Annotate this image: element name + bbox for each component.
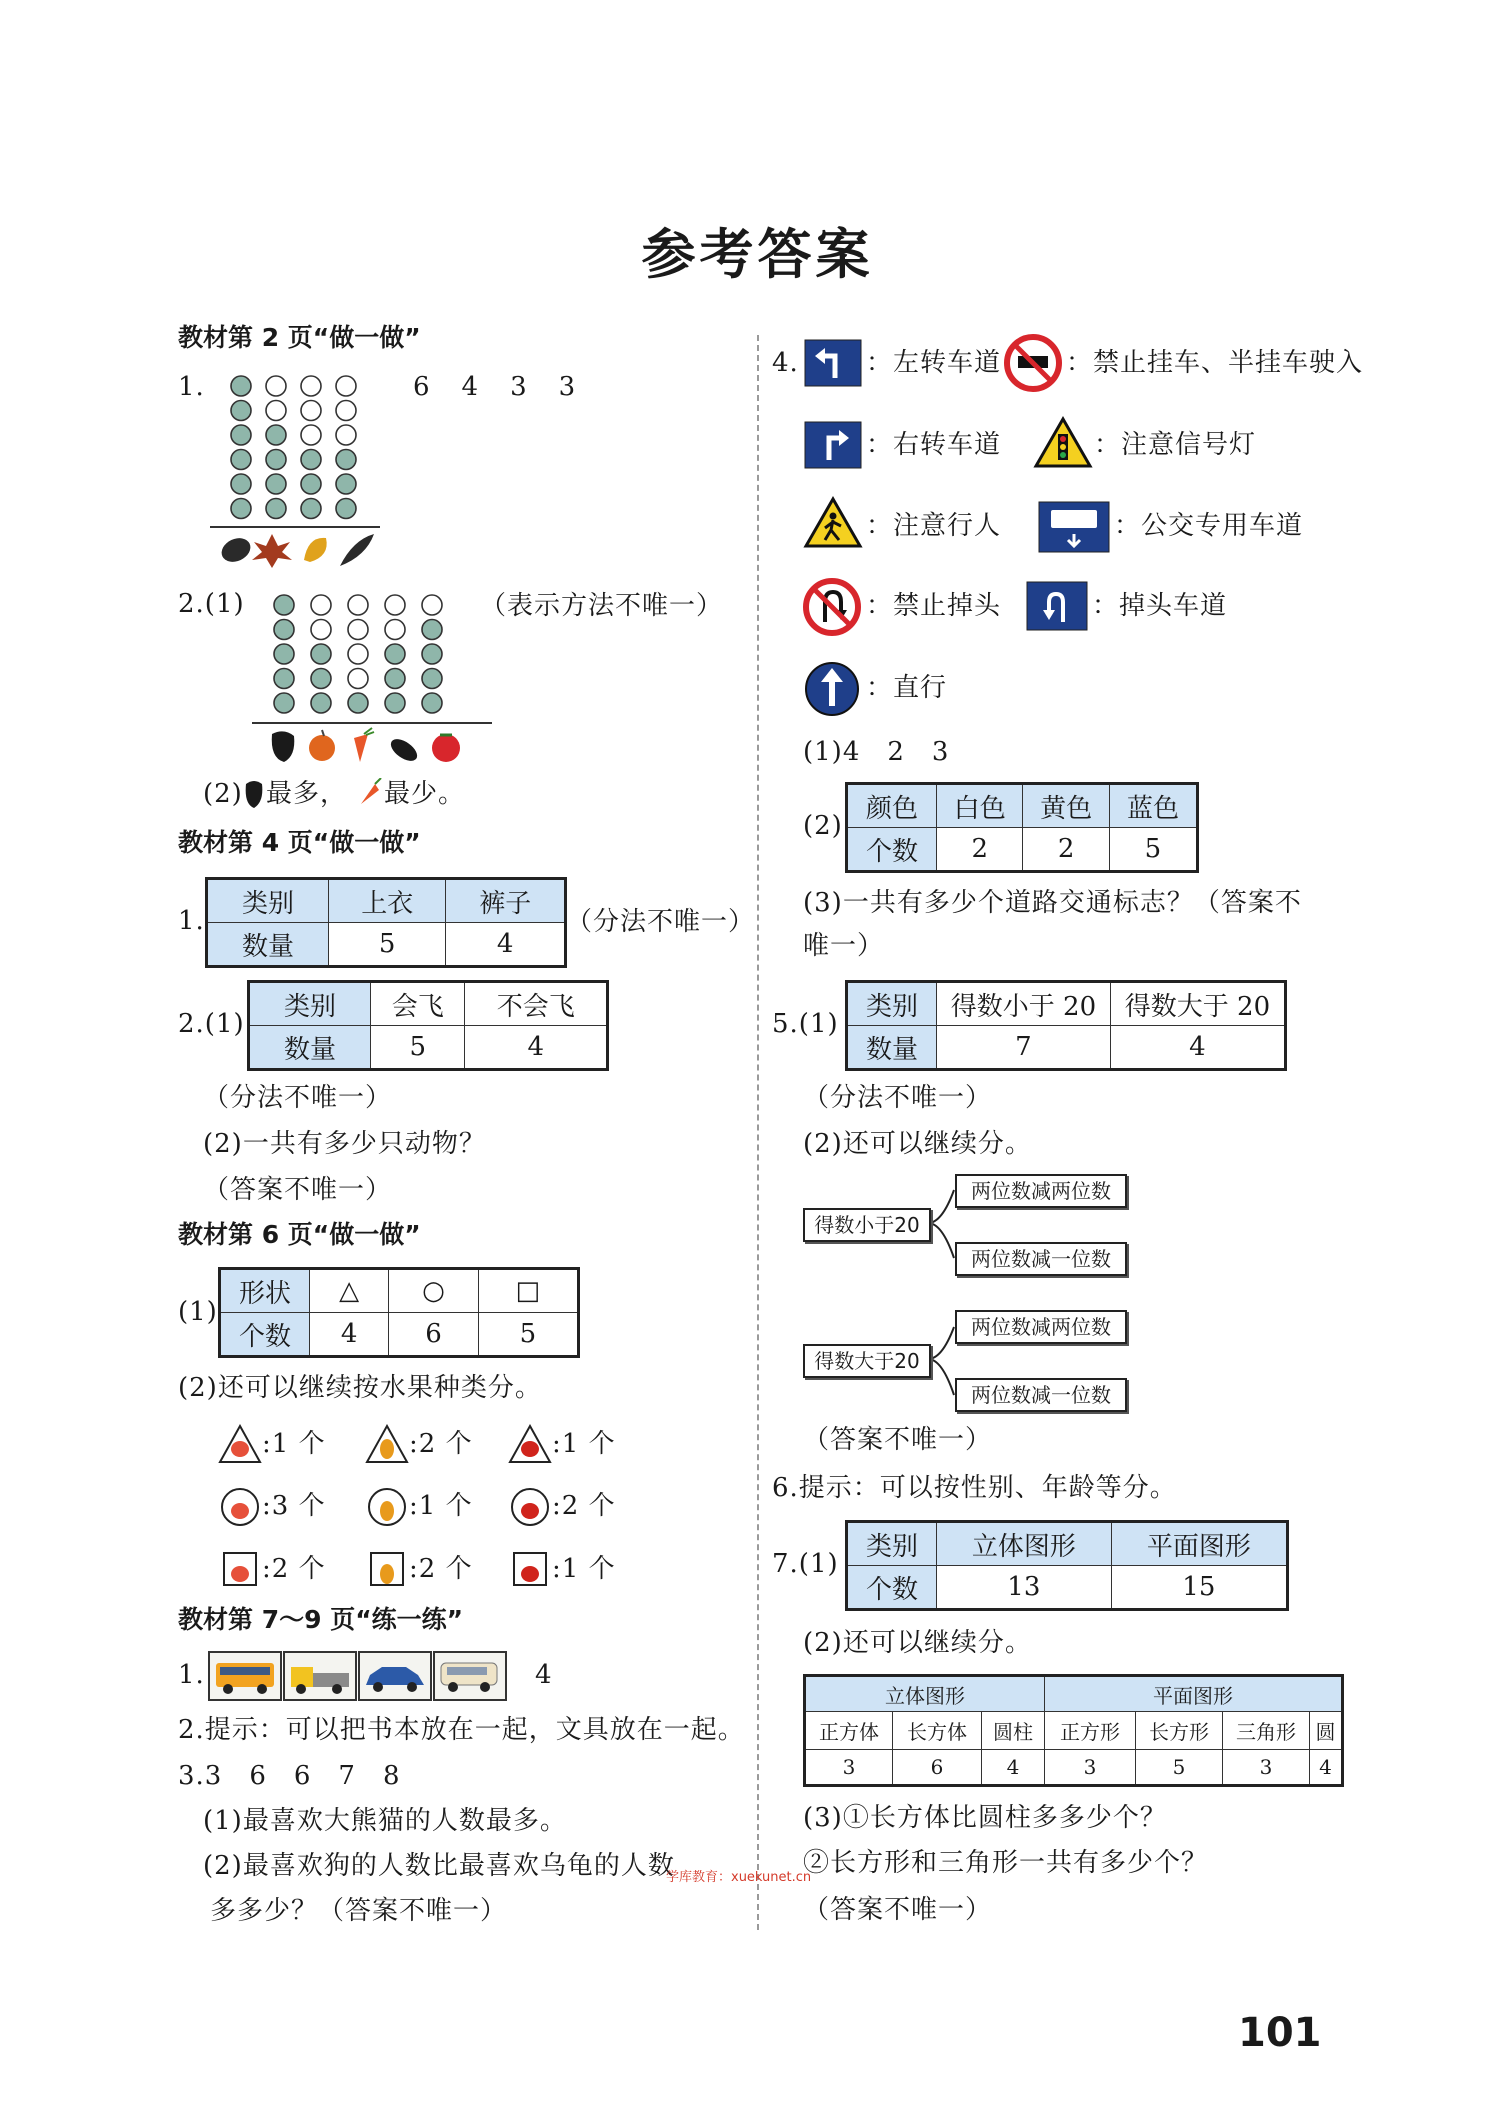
table-results — [845, 980, 1287, 1071]
q2-2-label: (2) — [203, 779, 243, 809]
truck-icon — [283, 1651, 357, 1701]
leaf-dark-icon — [218, 534, 254, 567]
s4-q3-1: (1)最喜欢大熊猫的人数最多。 — [203, 1806, 567, 1836]
q7-2: (2)还可以继续分。 — [803, 1628, 1032, 1658]
willow-leaf-icon — [340, 534, 374, 566]
fruit-count: :2 个 — [409, 1429, 473, 1459]
table-cell: 4 — [1310, 1750, 1343, 1786]
q1-counts: 6 4 3 3 — [413, 372, 579, 402]
filled-circle — [301, 474, 321, 494]
fruit-count: :1 个 — [262, 1429, 326, 1459]
filled-circle — [336, 474, 356, 494]
s2-q2-2: (2)一共有多少只动物？ — [203, 1129, 486, 1159]
triangle-icon — [508, 1424, 552, 1464]
filled-circle — [311, 669, 331, 689]
empty-circle — [336, 401, 356, 421]
filled-circle — [266, 499, 286, 519]
table-cell: 15 — [1111, 1566, 1287, 1610]
q4-1: (1)4 2 3 — [803, 737, 950, 767]
q4-3a: (3)一共有多少个道路交通标志？（答案不 — [803, 888, 1302, 918]
section-heading-p2: 教材第 2 页“做一做” — [178, 323, 421, 352]
page-title: 参考答案 — [641, 223, 874, 286]
empty-circle — [348, 620, 368, 640]
table-cell: 类别 — [249, 982, 371, 1026]
table-cell: ○ — [389, 1269, 478, 1313]
table-cell: 立体图形 — [805, 1676, 1045, 1712]
table-cell: 5 — [1109, 828, 1197, 872]
circle-icon — [365, 1486, 409, 1526]
tree-root: 得数小于20 — [803, 1208, 931, 1242]
filled-circle — [266, 450, 286, 470]
table-cell: 个数 — [220, 1313, 310, 1357]
table-cell: 会飞 — [371, 982, 465, 1026]
watermark: 学库教育：xuekunet.cn — [666, 1870, 812, 1885]
table-cell: 2 — [937, 828, 1023, 872]
go-straight-sign-icon — [803, 660, 861, 718]
empty-circle — [348, 669, 368, 689]
pedestrian-warning-sign-icon — [803, 496, 863, 550]
filled-circle — [274, 669, 294, 689]
filled-circle — [422, 693, 442, 713]
table-cell: 平面图形 — [1111, 1522, 1287, 1566]
table-animals — [247, 980, 609, 1071]
graph-baseline — [210, 526, 380, 528]
no-trailer-sign-icon — [1004, 334, 1062, 392]
onion-icon — [309, 730, 335, 761]
filled-circle — [231, 474, 251, 494]
table-cell: 6 — [893, 1750, 982, 1786]
circle-icon — [508, 1486, 552, 1526]
filled-circle — [231, 376, 251, 396]
no-u-turn-sign-icon — [803, 578, 861, 636]
table-cell: 3 — [1223, 1750, 1310, 1786]
s3-q2: (2)还可以继续按水果种类分。 — [178, 1373, 542, 1403]
q2-label: 2.(1) — [178, 589, 245, 619]
carrot-icon — [357, 778, 383, 810]
empty-circle — [301, 376, 321, 396]
table-cell: 个数 — [847, 1566, 937, 1610]
filled-circle — [274, 620, 294, 640]
table-cell: 5 — [478, 1313, 578, 1357]
q6: 6.提示：可以按性别、年龄等分。 — [772, 1473, 1177, 1503]
eggplant-icon — [387, 735, 421, 765]
empty-circle — [301, 401, 321, 421]
sign-label: ：注意信号灯 — [1094, 430, 1257, 460]
s3-q1-label: (1) — [178, 1297, 218, 1327]
table-cell: 数量 — [207, 923, 329, 967]
table-cell: 6 — [389, 1313, 478, 1357]
tree-root: 得数大于20 — [803, 1344, 931, 1378]
square-icon — [218, 1549, 262, 1589]
table-cell: 4 — [465, 1026, 608, 1070]
table-cell: 三角形 — [1223, 1712, 1310, 1750]
filled-circle — [385, 644, 405, 664]
filled-circle — [385, 693, 405, 713]
car-icon — [358, 1651, 432, 1701]
table-cell: 得数小于 20 — [937, 982, 1111, 1026]
table-cell: 圆柱 — [982, 1712, 1045, 1750]
s2-q2-label: 2.(1) — [178, 1009, 245, 1039]
sign-label: ：公交专用车道 — [1114, 511, 1304, 541]
circle-grid — [225, 373, 375, 530]
table-cell: 颜色 — [847, 784, 937, 828]
empty-circle — [385, 595, 405, 615]
peach-icon — [231, 1566, 249, 1582]
empty-circle — [266, 376, 286, 396]
tree-branch: 两位数减两位数 — [955, 1310, 1127, 1344]
apple-icon — [521, 1441, 539, 1457]
sign-label: ：右转车道 — [866, 430, 1002, 460]
table-cell: 4 — [982, 1750, 1045, 1786]
table-cell: 圆 — [1310, 1712, 1343, 1750]
graph-baseline-2 — [252, 722, 492, 724]
sign-label: ：左转车道 — [866, 348, 1002, 378]
q5-note2: （答案不唯一） — [803, 1425, 993, 1455]
sign-label: ：注意行人 — [866, 511, 1002, 541]
q2-2-least: 最少。 — [384, 779, 466, 809]
tree-branch: 两位数减一位数 — [955, 1378, 1127, 1412]
tree-branch: 两位数减两位数 — [955, 1174, 1127, 1208]
table-cell: 类别 — [847, 1522, 937, 1566]
s4-q1-label: 1. — [178, 1660, 205, 1690]
table-cell: 3 — [805, 1750, 893, 1786]
pepper-icon — [242, 778, 264, 810]
empty-circle — [336, 376, 356, 396]
filled-circle — [385, 669, 405, 689]
circle-grid — [268, 592, 463, 725]
s4-q1-answer: 4 — [535, 1660, 553, 1690]
table-cell: 4 — [310, 1313, 389, 1357]
pepper-icon — [272, 731, 295, 762]
filled-circle — [422, 669, 442, 689]
filled-circle — [231, 401, 251, 421]
filled-circle — [231, 425, 251, 445]
filled-circle — [301, 450, 321, 470]
q4-label: 4. — [772, 348, 799, 378]
van-icon — [433, 1651, 507, 1701]
q7-3a: (3)①长方体比圆柱多多少个？ — [803, 1803, 1167, 1833]
table-cell: 正方体 — [805, 1712, 893, 1750]
fruit-count: :2 个 — [262, 1554, 326, 1584]
sign-label: ：禁止挂车、半挂车驶入 — [1066, 348, 1364, 378]
q4-2-label: (2) — [803, 811, 843, 841]
filled-circle — [274, 595, 294, 615]
empty-circle — [311, 620, 331, 640]
q2-note: （表示方法不唯一） — [480, 591, 724, 621]
table-cell: 黄色 — [1023, 784, 1109, 828]
filled-circle — [266, 425, 286, 445]
q5-label: 5.(1) — [772, 1009, 839, 1039]
table-sign-colors — [845, 782, 1199, 873]
empty-circle — [422, 595, 442, 615]
fruit-count: :1 个 — [552, 1554, 616, 1584]
table-cell: △ — [310, 1269, 389, 1313]
table-cell: 立体图形 — [937, 1522, 1112, 1566]
table-cell: 13 — [937, 1566, 1112, 1610]
empty-circle — [311, 595, 331, 615]
fruit-count: :1 个 — [409, 1491, 473, 1521]
s4-q3: 3.3 6 6 7 8 — [178, 1761, 401, 1791]
fruit-count: :1 个 — [552, 1429, 616, 1459]
leaf-icons-row — [218, 530, 378, 570]
s2-note1: （分法不唯一） — [203, 1083, 393, 1113]
table-cell: 类别 — [847, 982, 937, 1026]
fruit-count: :2 个 — [552, 1491, 616, 1521]
sign-label: ：禁止掉头 — [866, 591, 1002, 621]
s2-q1-label: 1. — [178, 906, 205, 936]
filled-circle — [348, 693, 368, 713]
table-figure-detail — [803, 1674, 1344, 1787]
square-icon — [508, 1549, 552, 1589]
table-cell: 7 — [937, 1026, 1111, 1070]
triangle-icon — [218, 1424, 262, 1464]
tomato-icon — [432, 734, 460, 762]
filled-circle — [274, 693, 294, 713]
filled-circle — [266, 474, 286, 494]
q5-2: (2)还可以继续分。 — [803, 1129, 1032, 1159]
table-cell: 得数大于 20 — [1110, 982, 1285, 1026]
filled-circle — [301, 499, 321, 519]
table-cell: 5 — [371, 1026, 465, 1070]
s4-q3-2a: (2)最喜欢狗的人数比最喜欢乌龟的人数 — [203, 1851, 675, 1881]
maple-leaf-icon — [252, 534, 292, 568]
table-cell: 蓝色 — [1109, 784, 1197, 828]
filled-circle — [336, 450, 356, 470]
sign-label: ：掉头车道 — [1092, 591, 1228, 621]
square-icon — [365, 1549, 409, 1589]
carrot-icon — [354, 728, 374, 762]
filled-circle — [422, 620, 442, 640]
table-cell: 3 — [1045, 1750, 1136, 1786]
empty-circle — [301, 425, 321, 445]
table-cell: □ — [478, 1269, 578, 1313]
empty-circle — [348, 644, 368, 664]
q5-note: （分法不唯一） — [803, 1083, 993, 1113]
section-heading-p7-9: 教材第 7～9 页“练一练” — [178, 1605, 464, 1634]
filled-circle — [311, 693, 331, 713]
table-cell: 类别 — [207, 879, 329, 923]
traffic-light-warning-sign-icon — [1033, 416, 1093, 470]
table-cell: 长方形 — [1136, 1712, 1223, 1750]
bus-lane-sign-icon — [1037, 500, 1111, 554]
table-cell: 5 — [329, 923, 446, 967]
filled-circle — [231, 499, 251, 519]
table-clothes — [205, 877, 567, 968]
table-cell: 数量 — [847, 1026, 937, 1070]
apple-icon — [521, 1503, 539, 1519]
table-cell: 个数 — [847, 828, 937, 872]
table-cell: 5 — [1136, 1750, 1223, 1786]
s2-note2: （答案不唯一） — [203, 1175, 393, 1205]
tree-branch: 两位数减一位数 — [955, 1242, 1127, 1276]
table-cell: 平面图形 — [1045, 1676, 1343, 1712]
pear-icon — [380, 1501, 394, 1521]
table-cell: 数量 — [249, 1026, 371, 1070]
filled-circle — [336, 499, 356, 519]
table-cell: 长方体 — [893, 1712, 982, 1750]
empty-circle — [348, 595, 368, 615]
s4-q3-2b: 多多少？（答案不唯一） — [210, 1896, 508, 1926]
table-cell: 上衣 — [329, 879, 446, 923]
pear-icon — [380, 1439, 394, 1459]
q2-2-most: 最多， — [266, 779, 348, 809]
empty-circle — [385, 620, 405, 640]
left-turn-lane-sign-icon — [803, 338, 863, 388]
table-shapes — [218, 1267, 580, 1358]
filled-circle — [231, 450, 251, 470]
peach-icon — [231, 1503, 249, 1519]
q7-label: 7.(1) — [772, 1549, 839, 1579]
table-cell: 2 — [1023, 828, 1109, 872]
fruit-count: :2 个 — [409, 1554, 473, 1584]
column-divider — [757, 335, 759, 1930]
filled-circle — [311, 644, 331, 664]
table-cell: 不会飞 — [465, 982, 608, 1026]
bus-icon — [208, 1651, 282, 1701]
filled-circle — [274, 644, 294, 664]
section-heading-p6: 教材第 6 页“做一做” — [178, 1220, 421, 1249]
q7-3b: ②长方形和三角形一共有多少个？ — [803, 1848, 1209, 1878]
pear-icon — [380, 1564, 394, 1584]
empty-circle — [266, 401, 286, 421]
table-figures — [845, 1520, 1289, 1611]
u-turn-lane-sign-icon — [1025, 580, 1089, 632]
table-cell: 正方形 — [1045, 1712, 1136, 1750]
table-cell: 裤子 — [446, 879, 566, 923]
section-heading-p4: 教材第 4 页“做一做” — [178, 828, 421, 857]
fruit-count: :3 个 — [262, 1491, 326, 1521]
triangle-icon — [365, 1424, 409, 1464]
circle-icon — [218, 1486, 262, 1526]
ginkgo-leaf-icon — [304, 538, 327, 562]
q7-note: （答案不唯一） — [803, 1895, 993, 1925]
sign-label: ：直行 — [866, 673, 948, 703]
page-number: 101 — [1238, 2010, 1322, 2056]
table-cell: 4 — [446, 923, 566, 967]
s4-q2: 2.提示：可以把书本放在一起，文具放在一起。 — [178, 1715, 745, 1745]
empty-circle — [336, 425, 356, 445]
q1-label: 1. — [178, 372, 205, 402]
peach-icon — [231, 1441, 249, 1457]
table-cell: 形状 — [220, 1269, 310, 1313]
apple-icon — [521, 1566, 539, 1582]
s2-q1-note: （分法不唯一） — [566, 907, 756, 937]
right-turn-lane-sign-icon — [803, 420, 863, 470]
filled-circle — [422, 644, 442, 664]
vegetable-icons-row — [264, 726, 484, 766]
table-cell: 4 — [1110, 1026, 1285, 1070]
q4-3b: 唯一） — [803, 931, 885, 961]
table-cell: 白色 — [937, 784, 1023, 828]
